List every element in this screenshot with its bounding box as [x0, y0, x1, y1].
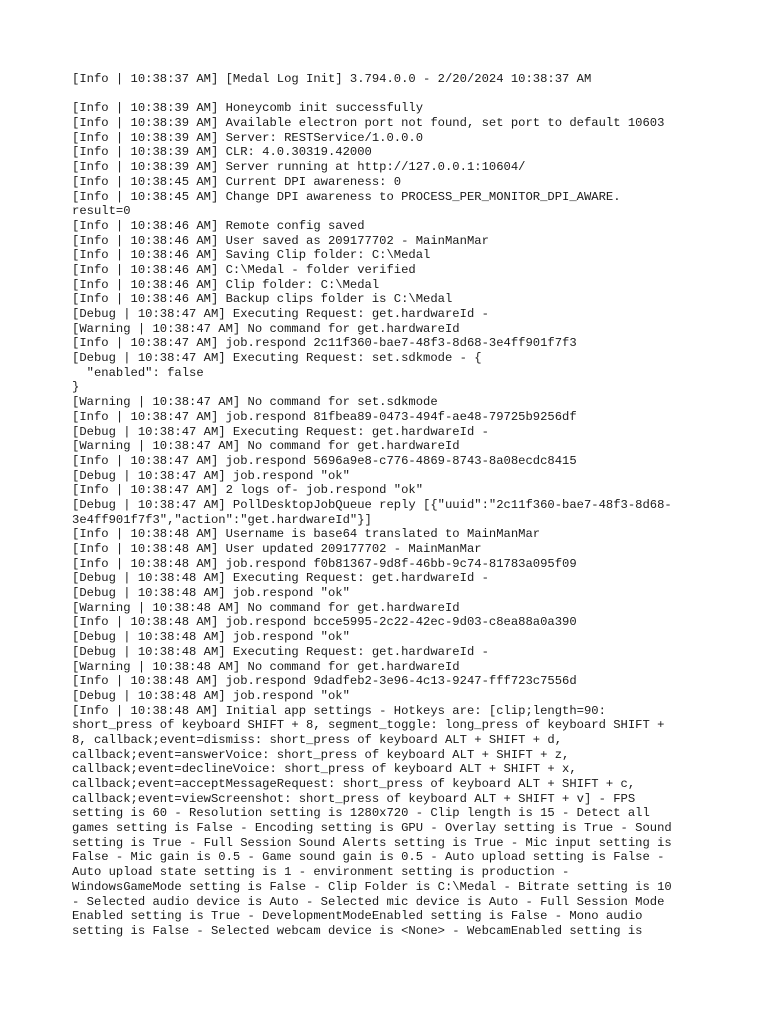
log-line: [Info | 10:38:46 AM] C:\Medal - folder verified	[72, 262, 416, 277]
log-line: callback;event=answerVoice: short_press of keyboard ALT + SHIFT + z,	[72, 747, 570, 762]
log-line: [Info | 10:38:48 AM] job.respond bcce5995-2c22-42ec-9d03-c8ea88a0a390	[72, 615, 577, 630]
log-line: [Info | 10:38:48 AM] User updated 209177702 - MainManMar	[72, 542, 482, 556]
log-line: [Info | 10:38:46 AM] Backup clips folder is C:\Medal	[72, 292, 453, 307]
log-line: result=0	[72, 204, 131, 219]
log-line: 8, callback;event=dismiss: short_press of keyboard ALT + SHIFT + d,	[72, 732, 563, 747]
log-line: [Info | 10:38:39 AM] Available electron port not found, set port to default 10603	[72, 116, 665, 131]
log-line: - Selected audio device is Auto - Selected mic device is Auto - Full Session Mode	[72, 894, 665, 909]
log-line: [Debug | 10:38:48 AM] job.respond "ok"	[72, 688, 350, 703]
log-line: callback;event=declineVoice: short_press of keyboard ALT + SHIFT + x,	[72, 762, 577, 777]
log-line: [Info | 10:38:45 AM] Change DPI awareness to PROCESS_PER_MONITOR_DPI_AWARE.	[72, 189, 621, 204]
log-line: [Info | 10:38:47 AM] 2 logs of- job.respond "ok"	[72, 483, 424, 498]
log-line: [Info | 10:38:39 AM] Honeycomb init successfully	[72, 101, 424, 116]
log-line: [Debug | 10:38:47 AM] Executing Request: get.hardwareId -	[72, 424, 489, 439]
log-line: WindowsGameMode setting is False - Clip Folder is C:\Medal - Bitrate setting is 10	[72, 879, 672, 894]
log-line: [Warning | 10:38:47 AM] No command for get.hardwareId	[72, 439, 460, 454]
log-line: [Info | 10:38:46 AM] Saving Clip folder: C:\Medal	[72, 248, 431, 263]
log-line: [Debug | 10:38:48 AM] job.respond "ok"	[72, 586, 350, 601]
log-line: [Info | 10:38:46 AM] Clip folder: C:\Medal	[72, 277, 380, 292]
log-line: [Info | 10:38:47 AM] job.respond 5696a9e8-c776-4869-8743-8a08ecdc8415	[72, 453, 577, 468]
log-line: [Info | 10:38:48 AM] Initial app settings - Hotkeys are: [clip;length=90:	[72, 703, 606, 718]
log-line: [Debug | 10:38:47 AM] Executing Request: set.sdkmode - {	[72, 351, 482, 366]
log-line: [Info | 10:38:46 AM] Remote config saved	[72, 218, 365, 233]
log-line: setting is True - Full Session Sound Alerts setting is True - Mic input setting is	[72, 835, 672, 850]
log-line: [Info | 10:38:39 AM] CLR: 4.0.30319.42000	[72, 145, 372, 160]
log-line: [Info | 10:38:39 AM] Server running at http://127.0.0.1:10604/	[72, 160, 526, 175]
log-line: [Info | 10:38:46 AM] User saved as 209177702 - MainManMar	[72, 233, 489, 248]
log-line: callback;event=acceptMessageRequest: short_press of keyboard ALT + SHIFT + c,	[72, 777, 636, 791]
log-line: Enabled setting is True - DevelopmentModeEnabled setting is False - Mono audio	[72, 909, 643, 924]
log-line: setting is 60 - Resolution setting is 1280x720 - Clip length is 15 - Detect all	[72, 806, 650, 821]
log-line: 3e4ff901f7f3","action":"get.hardwareId"}]	[72, 512, 372, 527]
log-line: [Info | 10:38:48 AM] job.respond f0b81367-9d8f-46bb-9c74-81783a095f09	[72, 556, 577, 571]
blank-line	[72, 87, 696, 102]
log-line: setting is False - Selected webcam device is <None> - WebcamEnabled setting is	[72, 923, 643, 938]
log-line: }	[72, 380, 80, 395]
log-line: [Debug | 10:38:48 AM] Executing Request: get.hardwareId -	[72, 644, 489, 659]
log-document	[72, 72, 696, 939]
log-header-line: [Info | 10:38:37 AM] [Medal Log Init] 3.794.0.0 - 2/20/2024 10:38:37 AM	[72, 72, 592, 86]
log-line: [Warning | 10:38:48 AM] No command for get.hardwareId	[72, 659, 460, 674]
log-line: "enabled": false	[72, 365, 204, 380]
log-line: [Debug | 10:38:47 AM] Executing Request: get.hardwareId -	[72, 307, 489, 321]
log-line: [Warning | 10:38:47 AM] No command for get.hardwareId	[72, 321, 460, 336]
log-line: Auto upload state setting is 1 - environment setting is production -	[72, 865, 570, 880]
log-line: [Info | 10:38:39 AM] Server: RESTService/1.0.0.0	[72, 130, 424, 145]
log-line: [Debug | 10:38:47 AM] PollDesktopJobQueue reply [{"uuid":"2c11f360-bae7-48f3-8d68-	[72, 497, 672, 512]
log-line: [Info | 10:38:48 AM] job.respond 9dadfeb2-3e96-4c13-9247-fff723c7556d	[72, 674, 577, 689]
log-line: [Debug | 10:38:48 AM] Executing Request: get.hardwareId -	[72, 571, 489, 586]
log-line: [Info | 10:38:48 AM] Username is base64 translated to MainManMar	[72, 527, 541, 542]
log-line: [Warning | 10:38:48 AM] No command for get.hardwareId	[72, 600, 460, 615]
log-lines	[72, 101, 696, 938]
log-line: short_press of keyboard SHIFT + 8, segment_toggle: long_press of keyboard SHIFT +	[72, 718, 665, 733]
log-line: [Info | 10:38:45 AM] Current DPI awareness: 0	[72, 174, 402, 189]
log-line: [Info | 10:38:47 AM] job.respond 81fbea89-0473-494f-ae48-79725b9256df	[72, 409, 577, 424]
log-line: [Debug | 10:38:48 AM] job.respond "ok"	[72, 630, 350, 645]
log-line: False - Mic gain is 0.5 - Game sound gain is 0.5 - Auto upload setting is False -	[72, 850, 665, 865]
log-line: callback;event=viewScreenshot: short_press of keyboard ALT + SHIFT + v] - FPS	[72, 791, 636, 806]
log-line: [Info | 10:38:47 AM] job.respond 2c11f360-bae7-48f3-8d68-3e4ff901f7f3	[72, 336, 577, 351]
log-line: games setting is False - Encoding setting is GPU - Overlay setting is True - Sound	[72, 821, 672, 836]
log-line: [Debug | 10:38:47 AM] job.respond "ok"	[72, 468, 350, 483]
log-line: [Warning | 10:38:47 AM] No command for set.sdkmode	[72, 395, 438, 410]
